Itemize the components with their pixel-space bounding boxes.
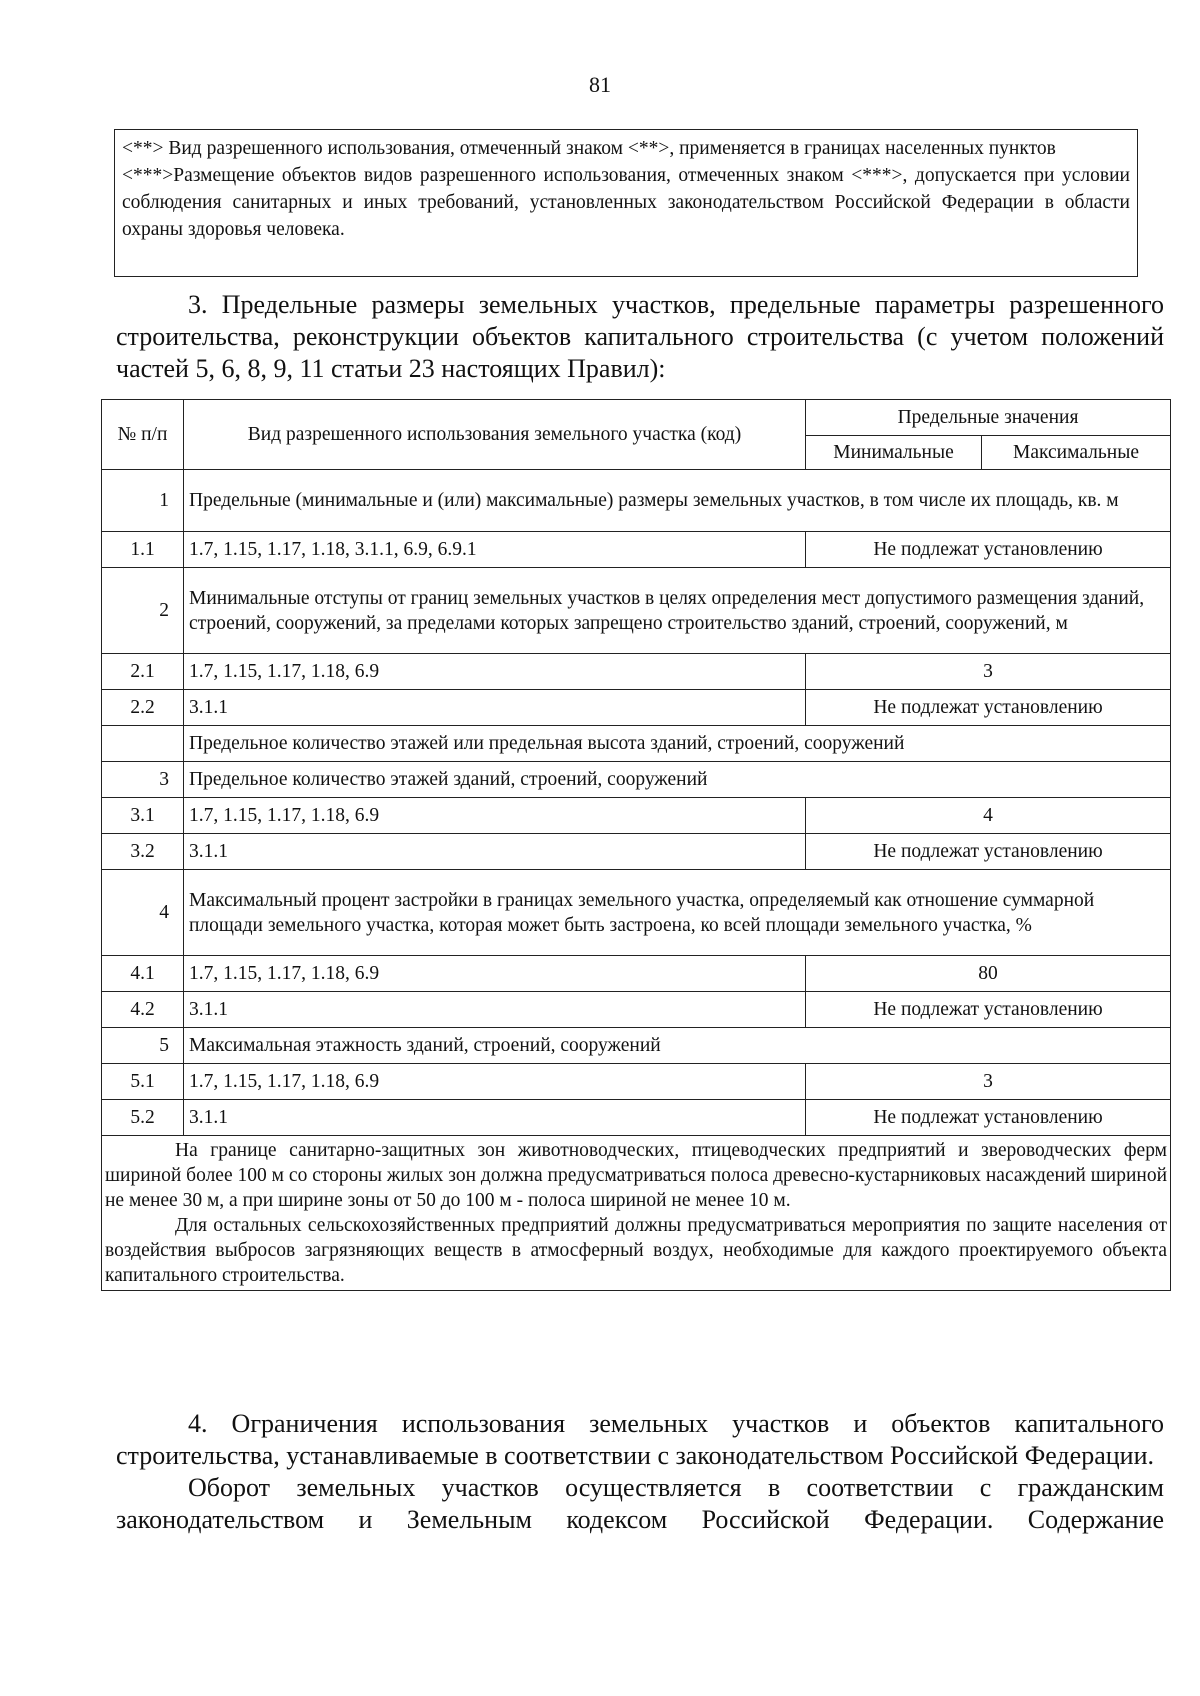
row-number: 4 <box>102 870 184 956</box>
note-triple-asterisk: <***>Размещение объектов видов разрешенного использования, отмеченных знаком <***>, допускается при условии соблюдения санитарных и иных требований, установленных законодательством Российской Федерации в области охраны здоровья человека. <box>122 165 1130 240</box>
table-row <box>102 1100 1171 1136</box>
row-number: 4.2 <box>102 992 184 1028</box>
row-limit-value: 3 <box>806 654 1171 690</box>
section-3-heading <box>116 289 1164 385</box>
row-number: 5.2 <box>102 1100 184 1136</box>
row-number: 4.1 <box>102 956 184 992</box>
table-row <box>102 1064 1171 1100</box>
footnote-paragraph-2: Для остальных сельскохозяйственных предприятий должны предусматриваться мероприятия по защите населения от воздействия выбросов загрязняющих веществ в атмосферный воздух, необходимые для каждого проектируемого объекта капитального строительства. <box>105 1215 1168 1286</box>
row-use-codes: 3.1.1 <box>184 834 806 870</box>
table-row <box>102 568 1171 654</box>
row-use-codes: 1.7, 1.15, 1.17, 1.18, 6.9 <box>184 798 806 834</box>
table-row <box>102 1028 1171 1064</box>
footnote-paragraph-1: На границе санитарно-защитных зон животноводческих, птицеводческих предприятий и звероводческих ферм шириной более 100 м со стороны жилых зон должна предусматриваться полоса древесно-кустарниковых насаждений шириной не менее 30 м, а при ширине зоны от 50 до 100 м - полоса шириной не менее 10 м. <box>105 1140 1168 1211</box>
row-number: 5.1 <box>102 1064 184 1100</box>
row-use-codes: 1.7, 1.15, 1.17, 1.18, 6.9 <box>184 654 806 690</box>
footnote-box <box>114 129 1138 277</box>
row-limit-value: Не подлежат установлению <box>806 992 1171 1028</box>
row-use-codes: 1.7, 1.15, 1.17, 1.18, 6.9 <box>184 956 806 992</box>
table-row <box>102 762 1171 798</box>
note-double-asterisk: <**> Вид разрешенного использования, отмеченный знаком <**>, применяется в границах населенных пунктов <box>122 138 1056 159</box>
row-number <box>102 726 184 762</box>
row-number: 1 <box>102 470 184 532</box>
table-row <box>102 654 1171 690</box>
row-limit-value: Не подлежат установлению <box>806 834 1171 870</box>
page-number: 81 <box>589 72 611 97</box>
row-group-title: Предельные (минимальные и (или) максимальные) размеры земельных участков, в том числе их площадь, кв. м <box>184 470 1171 532</box>
header-limits: Предельные значения <box>806 400 1171 436</box>
table-row <box>102 470 1171 532</box>
row-number: 3 <box>102 762 184 798</box>
row-limit-value: Не подлежат установлению <box>806 690 1171 726</box>
row-group-title: Предельное количество этажей или предельная высота зданий, строений, сооружений <box>184 726 1171 762</box>
row-limit-value: 80 <box>806 956 1171 992</box>
row-use-codes: 3.1.1 <box>184 690 806 726</box>
row-use-codes: 1.7, 1.15, 1.17, 1.18, 6.9 <box>184 1064 806 1100</box>
row-number: 2.1 <box>102 654 184 690</box>
limits-table <box>101 399 1171 1291</box>
row-use-codes: 1.7, 1.15, 1.17, 1.18, 3.1.1, 6.9, 6.9.1 <box>184 532 806 568</box>
row-limit-value: Не подлежат установлению <box>806 532 1171 568</box>
row-limit-value: 4 <box>806 798 1171 834</box>
table-footnote-row <box>102 1136 1171 1291</box>
table-row <box>102 798 1171 834</box>
table-row <box>102 532 1171 568</box>
table-footnote <box>102 1136 1171 1291</box>
row-group-title: Минимальные отступы от границ земельных участков в целях определения мест допустимого размещения зданий, строений, сооружений, за пределами которых запрещено строительство зданий, строений, сооружений, м <box>184 568 1171 654</box>
table-row <box>102 690 1171 726</box>
section-4-heading: 4. Ограничения использования земельных участков и объектов капитального строительства, устанавливаемые в соответствии с законодательством Российской Федерации. <box>116 1409 1164 1470</box>
header-min: Минимальные <box>806 436 982 470</box>
section-3-text: 3. Предельные размеры земельных участков, предельные параметры разрешенного строительства, реконструкции объектов капитального строительства (с учетом положений частей 5, 6, 8, 9, 11 статьи 23 настоящих Правил): <box>116 290 1164 383</box>
row-use-codes: 3.1.1 <box>184 992 806 1028</box>
header-num: № п/п <box>102 400 184 470</box>
row-use-codes: 3.1.1 <box>184 1100 806 1136</box>
section-4 <box>116 1408 1164 1536</box>
row-number: 2 <box>102 568 184 654</box>
table-row <box>102 834 1171 870</box>
row-number: 5 <box>102 1028 184 1064</box>
row-number: 3.2 <box>102 834 184 870</box>
table-row <box>102 726 1171 762</box>
row-group-title: Максимальная этажность зданий, строений, сооружений <box>184 1028 1171 1064</box>
header-max: Максимальные <box>982 436 1171 470</box>
header-use-type: Вид разрешенного использования земельного участка (код) <box>184 400 806 470</box>
table-row <box>102 956 1171 992</box>
section-4-paragraph: Оборот земельных участков осуществляется в соответствии с гражданским законодательством и Земельным кодексом Российской Федерации. Содержание <box>116 1473 1164 1534</box>
row-limit-value: Не подлежат установлению <box>806 1100 1171 1136</box>
row-number: 1.1 <box>102 532 184 568</box>
row-number: 3.1 <box>102 798 184 834</box>
row-number: 2.2 <box>102 690 184 726</box>
row-group-title: Предельное количество этажей зданий, строений, сооружений <box>184 762 1171 798</box>
row-group-title: Максимальный процент застройки в границах земельного участка, определяемый как отношение суммарной площади земельного участка, которая может быть застроена, ко всей площади земельного участка, % <box>184 870 1171 956</box>
table-header-row <box>102 400 1171 436</box>
row-limit-value: 3 <box>806 1064 1171 1100</box>
table-row <box>102 992 1171 1028</box>
table-row <box>102 870 1171 956</box>
